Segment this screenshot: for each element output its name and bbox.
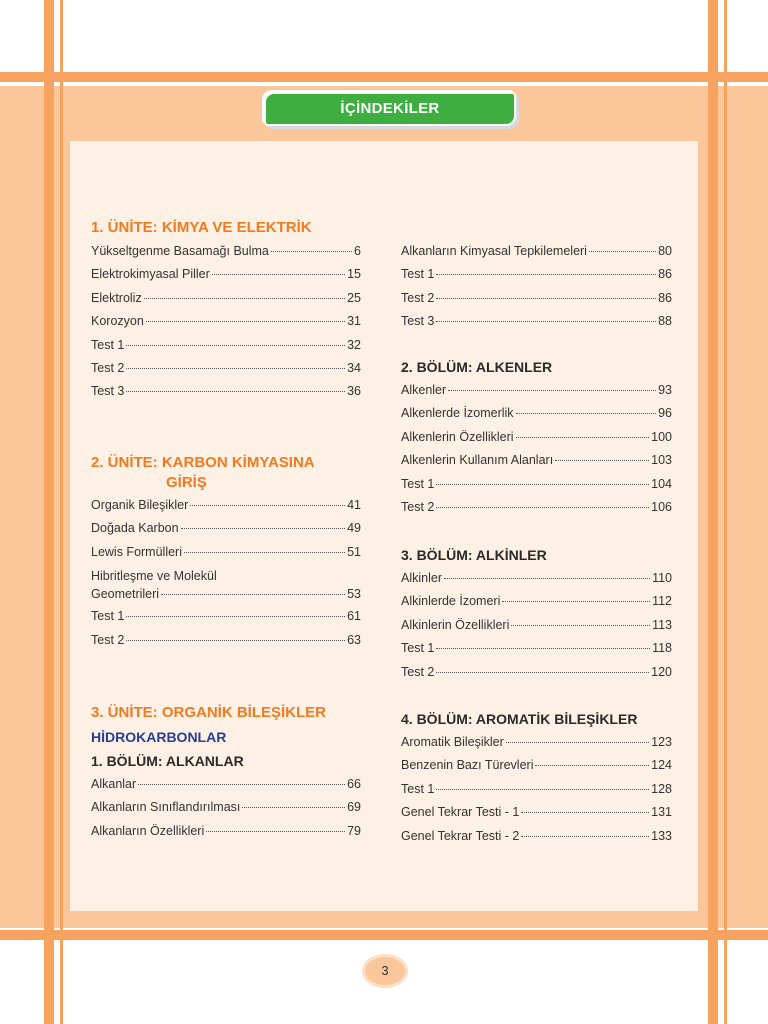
toc-entry[interactable] <box>401 402 672 425</box>
toc-entry-page: 112 <box>652 594 672 609</box>
toc-entry-page: 66 <box>347 777 361 791</box>
toc-entry-label: Alkinlerin Özellikleri <box>401 617 510 632</box>
toc-entry-label: Alkenler <box>401 383 447 397</box>
toc-entry[interactable] <box>401 637 672 660</box>
toc-entry[interactable] <box>401 496 672 519</box>
toc-entry-page: 6 <box>354 244 361 258</box>
toc-entry-page: 79 <box>347 823 361 838</box>
toc-entry[interactable] <box>401 731 672 754</box>
leader-dots <box>502 601 650 602</box>
toc-entry-page: 110 <box>652 571 672 585</box>
toc-entry[interactable] <box>401 263 672 286</box>
leader-dots <box>184 552 345 553</box>
left-stripe-outer <box>44 0 54 1024</box>
toc-entry-page: 36 <box>347 384 361 399</box>
unit3-subheading: HİDROKARBONLAR <box>91 729 227 745</box>
toc-entry[interactable] <box>401 778 672 801</box>
toc-entry[interactable] <box>91 310 361 333</box>
right-column-sec4 <box>401 709 672 848</box>
toc-entry-label: Genel Tekrar Testi - 2 <box>401 828 520 843</box>
continued-list <box>401 240 672 334</box>
toc-entry-page: 86 <box>658 267 672 282</box>
leader-dots <box>436 298 656 299</box>
toc-entry-multiline[interactable] <box>91 566 361 603</box>
leader-dots <box>436 672 649 673</box>
toc-entry-page: 128 <box>651 781 672 796</box>
toc-entry[interactable] <box>401 473 672 496</box>
toc-entry-label-line2: Geometrileri <box>91 587 160 602</box>
leader-dots <box>516 437 650 438</box>
toc-entry[interactable] <box>401 590 672 613</box>
toc-entry-page: 63 <box>347 632 361 647</box>
toc-entry-label: Alkanların Özellikleri <box>91 823 205 838</box>
bottom-stripe <box>0 930 768 940</box>
leader-dots <box>535 765 649 766</box>
toc-entry-label: Test 3 <box>401 314 435 329</box>
leader-dots <box>555 460 649 461</box>
section4-list <box>401 731 672 848</box>
leader-dots <box>436 274 656 275</box>
toc-entry-page: 133 <box>651 828 672 843</box>
left-stripe-inner <box>60 0 63 1024</box>
toc-entry[interactable] <box>401 801 672 824</box>
toc-entry[interactable] <box>401 825 672 848</box>
toc-entry-label: Yükseltgenme Basamağı Bulma <box>91 244 269 258</box>
toc-entry[interactable] <box>401 754 672 777</box>
leader-dots <box>126 368 345 369</box>
top-stripe <box>0 72 768 82</box>
toc-entry-page: 131 <box>651 805 672 820</box>
leader-dots <box>436 648 650 649</box>
toc-entry-label: Test 1 <box>401 476 435 491</box>
toc-entry[interactable] <box>91 494 361 517</box>
toc-entry-page: 93 <box>658 383 672 397</box>
toc-entry-page: 49 <box>347 521 361 536</box>
left-column <box>91 218 361 404</box>
toc-entry[interactable] <box>91 517 361 540</box>
toc-entry-page: 34 <box>347 361 361 376</box>
toc-entry[interactable] <box>401 567 672 590</box>
toc-entry-page: 15 <box>347 267 361 282</box>
unit1-heading: 1. ÜNİTE: KİMYA VE ELEKTRİK <box>91 219 312 236</box>
toc-entry[interactable] <box>401 310 672 333</box>
toc-entry-label: Test 2 <box>91 632 125 647</box>
leader-dots <box>206 831 345 832</box>
toc-entry-label: Benzenin Bazı Türevleri <box>401 758 534 773</box>
right-column-sec3 <box>401 545 672 684</box>
leader-dots <box>146 321 345 322</box>
section2-heading: 2. BÖLÜM: ALKENLER <box>401 359 553 375</box>
toc-entry-page: 106 <box>651 500 672 515</box>
toc-entry[interactable] <box>91 796 361 819</box>
toc-entry[interactable] <box>91 263 361 286</box>
toc-entry-page: 51 <box>347 544 361 559</box>
toc-entry-page: 69 <box>347 800 361 815</box>
leader-dots <box>161 594 345 595</box>
toc-entry[interactable] <box>401 449 672 472</box>
toc-entry-label: Alkinler <box>401 571 442 585</box>
toc-entry-label: Genel Tekrar Testi - 1 <box>401 805 520 820</box>
toc-entry-label: Elektroliz <box>91 290 142 305</box>
toc-entry[interactable] <box>401 240 672 263</box>
toc-entry-page: 25 <box>347 290 361 305</box>
toc-entry[interactable] <box>91 629 361 652</box>
toc-entry-label: Aromatik Bileşikler <box>401 735 504 749</box>
leader-dots <box>448 390 656 391</box>
toc-entry-page: 41 <box>347 498 361 512</box>
toc-entry-page: 113 <box>652 617 672 632</box>
unit2-heading-line2: GİRİŞ <box>166 474 207 491</box>
toc-entry-page: 123 <box>651 735 672 749</box>
toc-entry[interactable] <box>91 605 361 628</box>
leader-dots <box>271 251 352 252</box>
toc-entry-line2 <box>91 586 361 603</box>
toc-entry-page: 86 <box>658 290 672 305</box>
toc-entry[interactable] <box>401 287 672 310</box>
toc-entry-label: Test 1 <box>401 781 435 796</box>
unit3-list <box>91 773 361 843</box>
unit2-list-after <box>91 605 361 652</box>
toc-entry[interactable] <box>91 287 361 310</box>
toc-entry-page: 120 <box>651 664 672 679</box>
leader-dots <box>212 274 345 275</box>
leader-dots <box>126 391 345 392</box>
toc-entry[interactable] <box>91 334 361 357</box>
toc-entry-page: 53 <box>347 587 361 602</box>
unit2-heading-line1: 2. ÜNİTE: KARBON KİMYASINA <box>91 454 315 471</box>
leader-dots <box>138 784 345 785</box>
toc-entry-label: Test 2 <box>401 500 435 515</box>
leader-dots <box>444 578 650 579</box>
section4-heading: 4. BÖLÜM: AROMATİK BİLEŞİKLER <box>401 711 638 727</box>
toc-entry-label: Test 3 <box>91 384 125 399</box>
toc-entry-label: Alkanların Sınıflandırılması <box>91 800 241 815</box>
leader-dots <box>144 298 345 299</box>
toc-entry-label: Lewis Formülleri <box>91 544 182 559</box>
toc-entry[interactable] <box>91 773 361 796</box>
unit1-list <box>91 240 361 404</box>
unit2-list <box>91 494 361 564</box>
toc-entry-label: Doğada Karbon <box>91 521 179 536</box>
leader-dots <box>521 812 649 813</box>
toc-entry-page: 118 <box>652 641 672 656</box>
leader-dots <box>506 742 649 743</box>
page-title: İÇİNDEKİLER <box>264 92 516 126</box>
toc-entry-page: 31 <box>347 314 361 329</box>
toc-entry[interactable] <box>401 379 672 402</box>
section2-list <box>401 379 672 519</box>
toc-entry-page: 61 <box>347 609 361 624</box>
unit3-heading: 3. ÜNİTE: ORGANİK BİLEŞİKLER <box>91 704 327 721</box>
right-column <box>401 240 672 334</box>
toc-entry[interactable] <box>91 357 361 380</box>
toc-entry-label: Alkanların Kimyasal Tepkilemeleri <box>401 244 587 258</box>
toc-entry-label: Test 2 <box>401 290 435 305</box>
right-column-sec2 <box>401 357 672 519</box>
section3-list <box>401 567 672 684</box>
toc-entry-label: Alkenlerin Kullanım Alanları <box>401 453 554 468</box>
leader-dots <box>436 321 656 322</box>
toc-entry[interactable] <box>401 426 672 449</box>
toc-entry-label: Test 1 <box>401 641 435 656</box>
left-column-unit2 <box>91 453 361 652</box>
toc-entry[interactable] <box>91 820 361 843</box>
toc-entry-label: Alkanlar <box>91 777 137 791</box>
leader-dots <box>436 484 649 485</box>
toc-entry-page: 100 <box>651 429 672 444</box>
leader-dots <box>126 345 345 346</box>
toc-entry-page: 88 <box>658 314 672 329</box>
toc-entry-page: 103 <box>651 453 672 468</box>
toc-entry-label: Test 1 <box>401 267 435 282</box>
toc-entry-label: Alkinlerde İzomeri <box>401 594 501 609</box>
page-number: 3 <box>362 954 408 988</box>
leader-dots <box>521 836 649 837</box>
toc-entry-page: 80 <box>658 244 672 258</box>
right-stripe-inner <box>724 0 727 1024</box>
toc-entry-label: Elektrokimyasal Piller <box>91 267 210 282</box>
toc-entry-page: 32 <box>347 337 361 352</box>
toc-entry-label: Test 1 <box>91 337 125 352</box>
toc-entry-label: Organik Bileşikler <box>91 498 189 512</box>
leader-dots <box>589 251 656 252</box>
toc-entry-label: Alkenlerin Özellikleri <box>401 429 514 444</box>
toc-entry-label: Korozyon <box>91 314 144 329</box>
leader-dots <box>511 625 650 626</box>
section3-heading: 3. BÖLÜM: ALKİNLER <box>401 547 547 563</box>
right-stripe-outer <box>708 0 718 1024</box>
leader-dots <box>242 807 345 808</box>
leader-dots <box>181 528 346 529</box>
leader-dots <box>516 413 657 414</box>
toc-entry[interactable] <box>91 541 361 564</box>
unit2-heading <box>91 453 361 493</box>
leader-dots <box>126 616 345 617</box>
toc-entry-label: Alkenlerde İzomerlik <box>401 406 514 421</box>
toc-entry[interactable] <box>91 380 361 403</box>
toc-entry[interactable] <box>401 614 672 637</box>
toc-entry-label-line1: Hibritleşme ve Molekül <box>91 569 217 584</box>
leader-dots <box>190 505 345 506</box>
left-column-unit3 <box>91 703 361 843</box>
toc-entry-page: 96 <box>658 406 672 421</box>
toc-entry-label: Test 2 <box>401 664 435 679</box>
leader-dots <box>436 789 649 790</box>
leader-dots <box>436 507 649 508</box>
toc-entry-label: Test 1 <box>91 609 125 624</box>
toc-entry-page: 104 <box>651 476 672 491</box>
toc-entry[interactable] <box>91 240 361 263</box>
toc-entry-page: 124 <box>651 758 672 773</box>
section1-heading: 1. BÖLÜM: ALKANLAR <box>91 753 244 769</box>
toc-entry[interactable] <box>401 661 672 684</box>
toc-entry-label: Test 2 <box>91 361 125 376</box>
leader-dots <box>126 640 345 641</box>
